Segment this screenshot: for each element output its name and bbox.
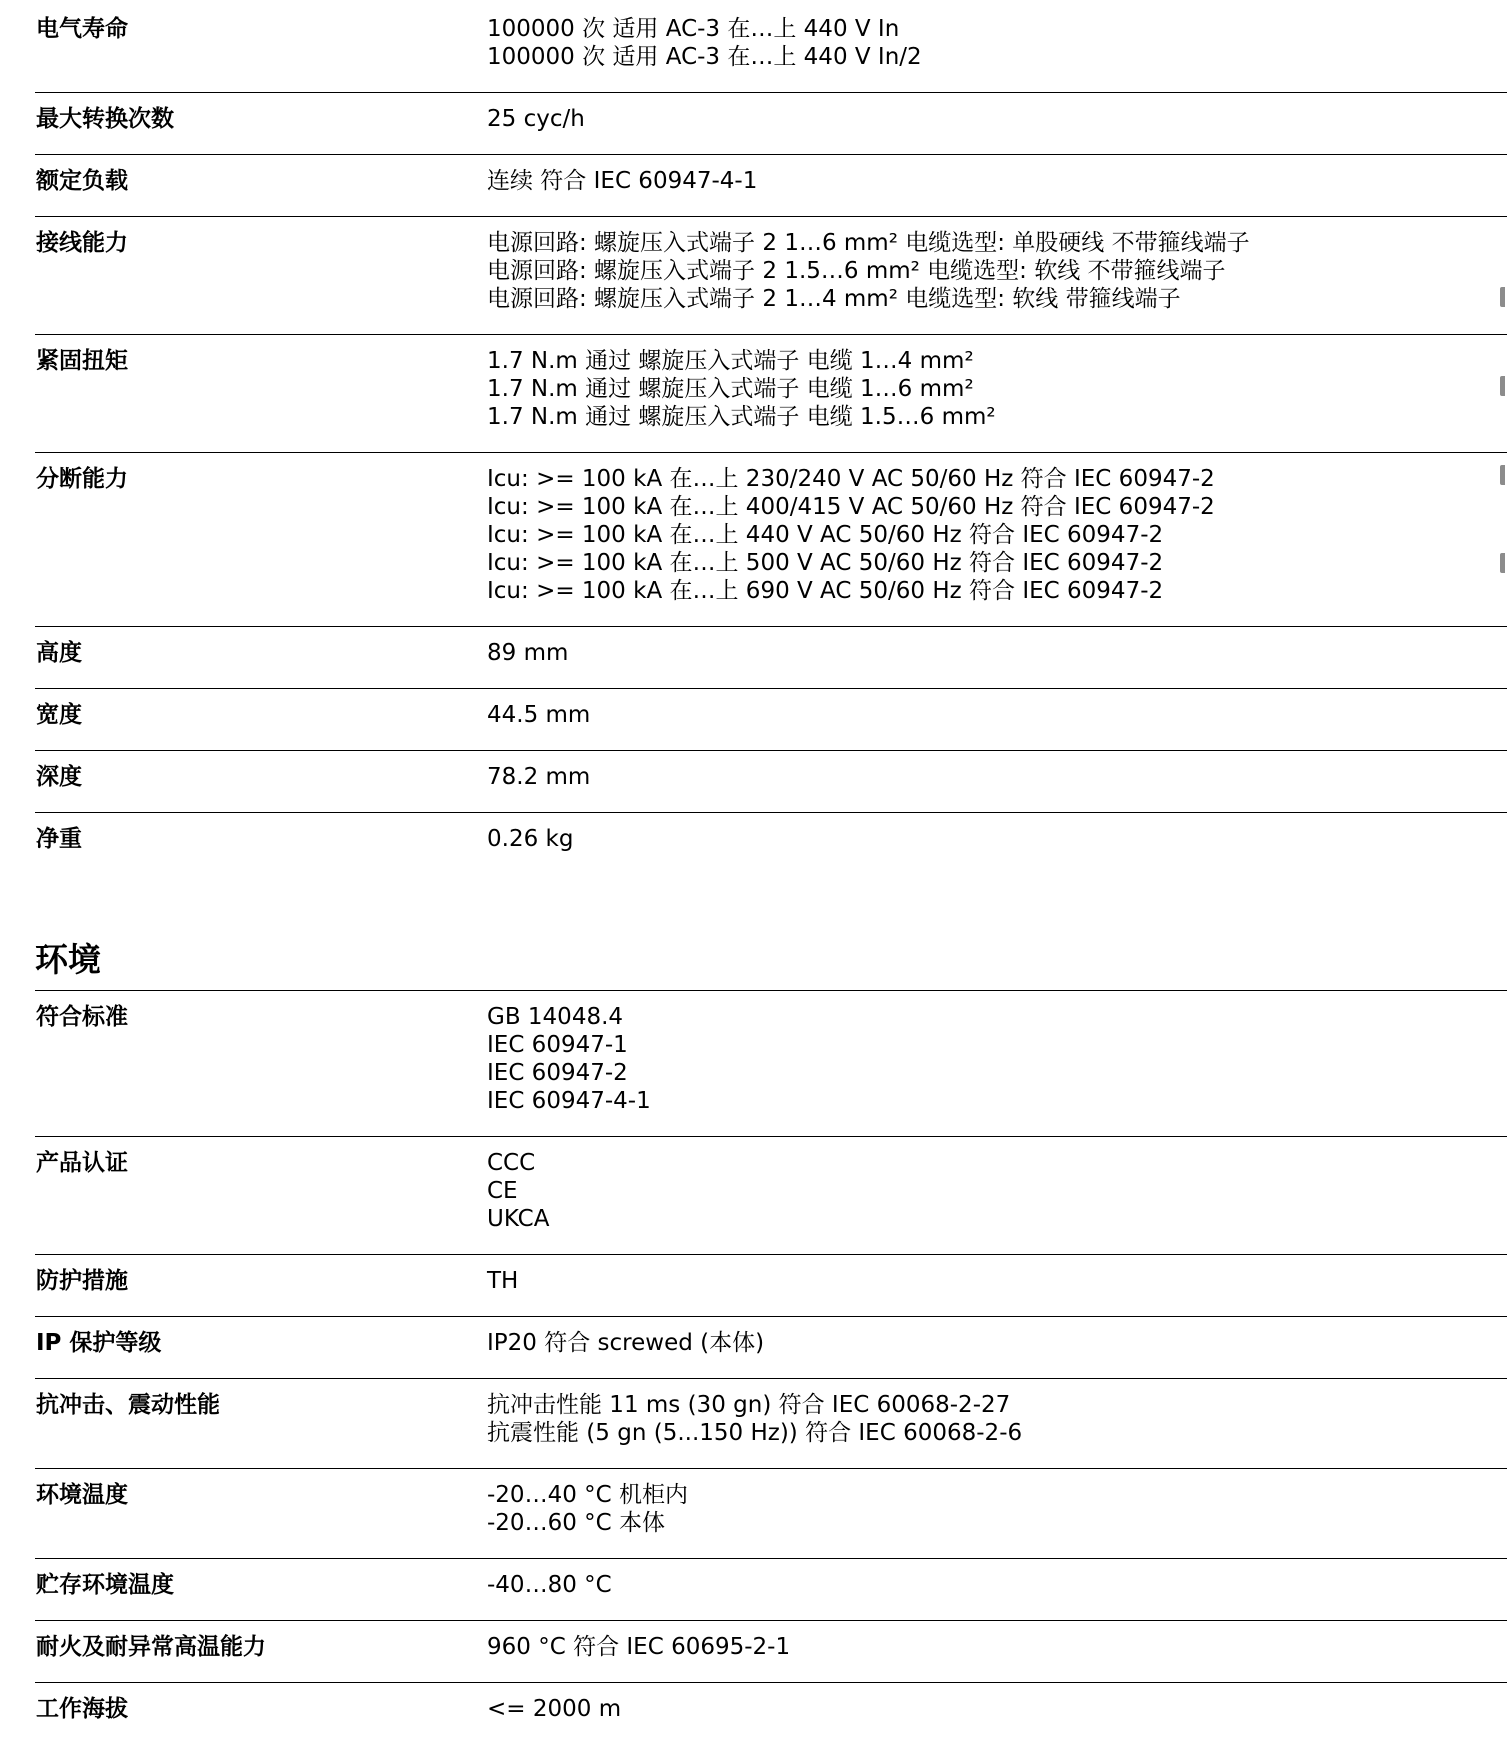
- edge-mark: [1500, 287, 1505, 307]
- spec-value: [486, 0, 1507, 93]
- env-value-line: 抗震性能 (5 gn (5...150 Hz)) 符合 IEC 60068-2-6: [487, 1420, 1023, 1446]
- spec-label: 净重: [36, 826, 82, 852]
- spec-table: [35, 0, 1507, 874]
- env-value-line: -40…80 °C: [487, 1572, 612, 1598]
- env-label: 防护措施: [36, 1268, 128, 1294]
- env-label: 贮存环境温度: [36, 1572, 174, 1598]
- env-row: [35, 1379, 1507, 1469]
- env-row: [35, 1469, 1507, 1559]
- env-row: [35, 1683, 1507, 1745]
- spec-row: [35, 217, 1507, 335]
- spec-value: [486, 335, 1507, 453]
- spec-value-line: 电源回路: 螺旋压入式端子 2 1…6 mm² 电缆选型: 单股硬线 不带箍线端子: [487, 230, 1250, 256]
- spec-label: 最大转换次数: [36, 106, 174, 132]
- env-value-line: TH: [487, 1268, 519, 1294]
- spec-value-line: 电源回路: 螺旋压入式端子 2 1…4 mm² 电缆选型: 软线 带箍线端子: [487, 286, 1181, 312]
- env-value: [486, 1559, 1507, 1621]
- env-value: [486, 1255, 1507, 1317]
- spec-page: [35, 0, 1507, 1744]
- spec-label: 电气寿命: [36, 16, 128, 42]
- spec-label: 分断能力: [36, 466, 128, 492]
- spec-value: [486, 689, 1507, 751]
- env-row: [35, 1317, 1507, 1379]
- spec-value-line: Icu: >= 100 kA 在…上 500 V AC 50/60 Hz 符合 IEC 60947-2: [487, 550, 1164, 576]
- spec-label: 接线能力: [36, 230, 128, 256]
- spec-value-line: 连续 符合 IEC 60947-4-1: [487, 168, 758, 194]
- spec-value: [486, 751, 1507, 813]
- spec-value-line: 44.5 mm: [487, 702, 591, 728]
- edge-mark: [1500, 553, 1505, 573]
- spec-value-line: Icu: >= 100 kA 在…上 440 V AC 50/60 Hz 符合 IEC 60947-2: [487, 522, 1164, 548]
- spec-value: [486, 627, 1507, 689]
- spec-value-line: Icu: >= 100 kA 在…上 690 V AC 50/60 Hz 符合 IEC 60947-2: [487, 578, 1164, 604]
- spec-row: [35, 813, 1507, 875]
- env-value: [486, 1683, 1507, 1745]
- spec-value-line: Icu: >= 100 kA 在…上 400/415 V AC 50/60 Hz 符合 IEC 60947-2: [487, 494, 1215, 520]
- env-row: [35, 1137, 1507, 1255]
- env-row: [35, 991, 1507, 1137]
- env-label: 耐火及耐异常高温能力: [36, 1634, 266, 1660]
- env-label: 产品认证: [36, 1150, 128, 1176]
- spec-label: 高度: [36, 640, 82, 666]
- spec-value-line: 89 mm: [487, 640, 569, 666]
- spec-value-line: Icu: >= 100 kA 在…上 230/240 V AC 50/60 Hz 符合 IEC 60947-2: [487, 466, 1215, 492]
- env-label: 符合标准: [36, 1004, 128, 1030]
- env-label: IP 保护等级: [36, 1330, 162, 1356]
- spec-label: 紧固扭矩: [36, 348, 128, 374]
- edge-mark: [1500, 376, 1505, 396]
- spec-value: [486, 155, 1507, 217]
- env-value-line: IEC 60947-2: [487, 1060, 628, 1086]
- spec-value: [486, 93, 1507, 155]
- env-row: [35, 1255, 1507, 1317]
- env-value-line: GB 14048.4: [487, 1004, 624, 1030]
- spec-value-line: 电源回路: 螺旋压入式端子 2 1.5…6 mm² 电缆选型: 软线 不带箍线端子: [487, 258, 1226, 284]
- env-label: 工作海拔: [36, 1696, 128, 1722]
- spec-value-line: 1.7 N.m 通过 螺旋压入式端子 电缆 1…4 mm²: [487, 348, 974, 374]
- env-row: [35, 1621, 1507, 1683]
- spec-value-line: 78.2 mm: [487, 764, 591, 790]
- env-value-line: 抗冲击性能 11 ms (30 gn) 符合 IEC 60068-2-27: [487, 1392, 1011, 1418]
- env-value-line: -20…60 °C 本体: [487, 1510, 666, 1536]
- env-value-line: 960 °C 符合 IEC 60695-2-1: [487, 1634, 791, 1660]
- spec-row: [35, 689, 1507, 751]
- spec-value-line: 100000 次 适用 AC-3 在…上 440 V In: [487, 16, 900, 42]
- env-value: [486, 1621, 1507, 1683]
- section-title-environment: 环境: [35, 940, 1507, 991]
- spec-value-line: 1.7 N.m 通过 螺旋压入式端子 电缆 1.5…6 mm²: [487, 404, 996, 430]
- spec-row: [35, 93, 1507, 155]
- spec-value-line: 100000 次 适用 AC-3 在…上 440 V In/2: [487, 44, 922, 70]
- spec-label: 深度: [36, 764, 82, 790]
- env-value-line: <= 2000 m: [487, 1696, 622, 1722]
- spec-row: [35, 0, 1507, 93]
- env-value: [486, 1137, 1507, 1255]
- env-value-line: IEC 60947-4-1: [487, 1088, 651, 1114]
- spec-value-line: 25 cyc/h: [487, 106, 585, 132]
- env-value: [486, 1469, 1507, 1559]
- env-label: 抗冲击、震动性能: [36, 1392, 220, 1418]
- env-value: [486, 1379, 1507, 1469]
- spec-label: 宽度: [36, 702, 82, 728]
- spec-row: [35, 453, 1507, 627]
- spec-value-line: 1.7 N.m 通过 螺旋压入式端子 电缆 1…6 mm²: [487, 376, 974, 402]
- spec-value: [486, 813, 1507, 875]
- spec-row: [35, 751, 1507, 813]
- env-value-line: CE: [487, 1178, 518, 1204]
- spec-value: [486, 453, 1507, 627]
- spec-value: [486, 217, 1507, 335]
- env-value-line: IEC 60947-1: [487, 1032, 628, 1058]
- environment-table: [35, 991, 1507, 1744]
- spec-row: [35, 335, 1507, 453]
- env-row: [35, 1559, 1507, 1621]
- spec-row: [35, 155, 1507, 217]
- env-label: 环境温度: [36, 1482, 128, 1508]
- env-value: [486, 991, 1507, 1137]
- env-value-line: IP20 符合 screwed (本体): [487, 1330, 765, 1356]
- edge-mark: [1500, 465, 1505, 485]
- env-value-line: -20…40 °C 机柜内: [487, 1482, 689, 1508]
- page-edge-marks: [1500, 0, 1507, 1749]
- env-value-line: CCC: [487, 1150, 536, 1176]
- spec-row: [35, 627, 1507, 689]
- spec-label: 额定负载: [36, 168, 128, 194]
- spec-value-line: 0.26 kg: [487, 826, 574, 852]
- env-value: [486, 1317, 1507, 1379]
- env-value-line: UKCA: [487, 1206, 550, 1232]
